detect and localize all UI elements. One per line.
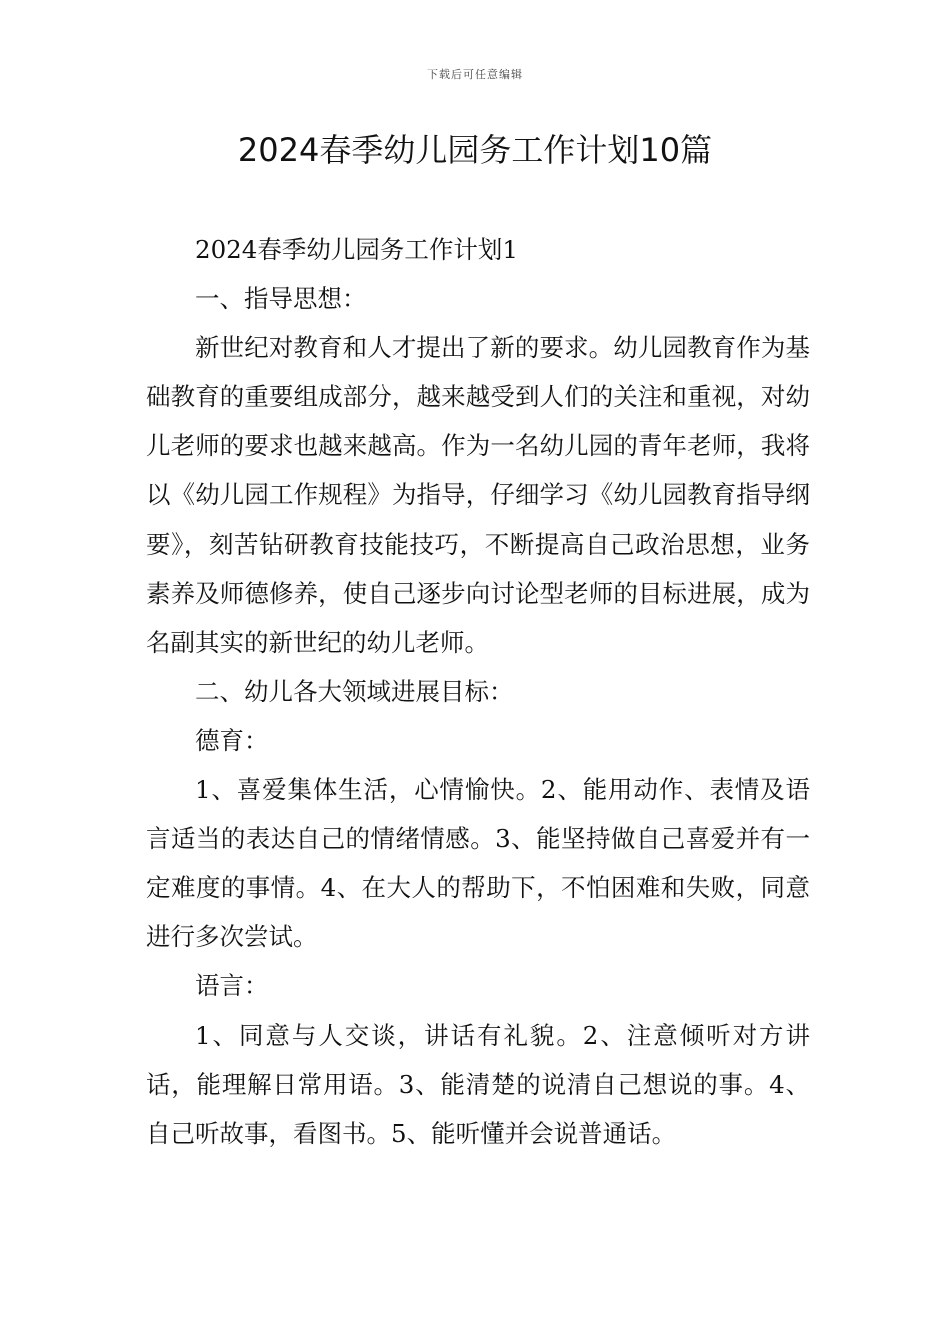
paragraph-guiding-thought: 新世纪对教育和人才提出了新的要求。幼儿园教育作为基础教育的重要组成部分，越来越受到人们的关注和重视，对幼儿老师的要求也越来越高。作为一名幼儿园的青年老师，我将以《幼儿园工作规程》为指导，仔细学习《幼儿园教育指导纲要》，刻苦钻研教育技能技巧，不断提高自己政治思想，业务素养及师德修养，使自己逐步向讨论型老师的目标进展，成为名副其实的新世纪的幼儿老师。 — [146, 333, 810, 657]
document-title: 2024春季幼儿园务工作计划10篇 — [237, 131, 713, 169]
paragraph-language-heading: 语言： — [195, 971, 269, 1001]
header-note: 下载后可任意编辑 — [427, 68, 523, 81]
paragraph-guiding-thought-heading: 一、指导思想： — [195, 284, 367, 314]
paragraph-moral-heading: 德育： — [195, 725, 269, 755]
section-title: 2024春季幼儿园务工作计划1 — [195, 235, 518, 264]
paragraph-language-goals: 1、同意与人交谈，讲话有礼貌。2、注意倾听对方讲话，能理解日常用语。3、能清楚的说清自己想说的事。4、自己听故事，看图书。5、能听懂并会说普通话。 — [146, 1020, 810, 1148]
paragraph-goals-heading: 二、幼儿各大领域进展目标： — [195, 676, 514, 706]
paragraph-moral-goals: 1、喜爱集体生活，心情愉快。2、能用动作、表情及语言适当的表达自己的情绪情感。3、能坚持做自己喜爱并有一定难度的事情。4、在大人的帮助下，不怕困难和失败，同意进行多次尝试。 — [146, 775, 810, 952]
document-body — [146, 225, 810, 1158]
